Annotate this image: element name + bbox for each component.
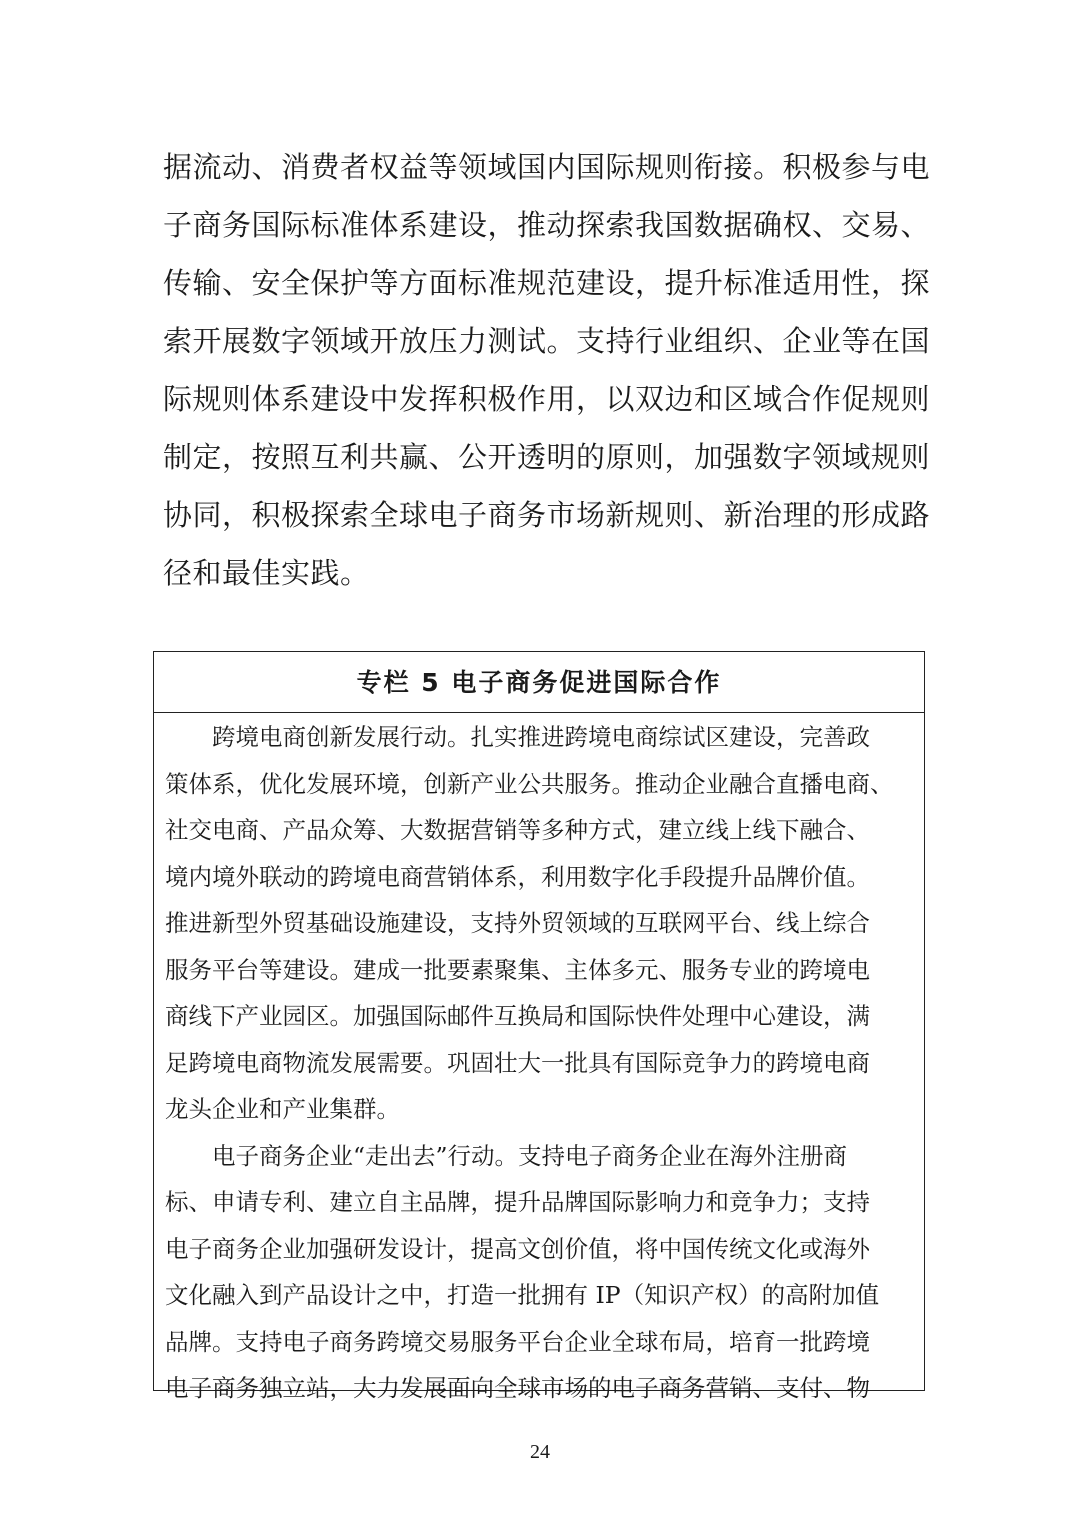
column-line: 电子商务企业加强研发设计，提高文创价值，将中国传统文化或海外 <box>165 1234 870 1263</box>
column-line: 服务平台等建设。建成一批要素聚集、主体多元、服务专业的跨境电 <box>165 955 870 984</box>
column-line: 策体系，优化发展环境，创新产业公共服务。推动企业融合直播电商、 <box>165 769 894 798</box>
column-line: 品牌。支持电子商务跨境交易服务平台企业全球布局，培育一批跨境 <box>165 1327 870 1356</box>
column-line: 跨境电商创新发展行动。扎实推进跨境电商综试区建设，完善政 <box>212 723 870 751</box>
body-line: 际规则体系建设中发挥积极作用，以双边和区域合作促规则 <box>163 382 931 416</box>
column-line: 足跨境电商物流发展需要。巩固壮大一批具有国际竞争力的跨境电商 <box>165 1048 870 1077</box>
column-line: 商线下产业园区。加强国际邮件互换局和国际快件处理中心建设，满 <box>165 1002 870 1030</box>
column-line: 标、申请专利、建立自主品牌，提升品牌国际影响力和竞争力；支持 <box>165 1188 870 1216</box>
column-line: 社交电商、产品众筹、大数据营销等多种方式，建立线上线下融合、 <box>165 816 870 844</box>
body-line: 径和最佳实践。 <box>163 556 370 590</box>
body-line: 据流动、消费者权益等领域国内国际规则衔接。积极参与电 <box>163 150 931 184</box>
body-line: 制定，按照互利共赢、公开透明的原则，加强数字领域规则 <box>163 440 931 474</box>
column-title: 专栏 5 电子商务促进国际合作 <box>154 652 924 713</box>
column-line: 境内境外联动的跨境电商营销体系，利用数字化手段提升品牌价值。 <box>165 862 870 891</box>
body-line: 传输、安全保护等方面标准规范建设，提升标准适用性，探 <box>163 266 931 300</box>
body-line: 索开展数字领域开放压力测试。支持行业组织、企业等在国 <box>163 324 931 358</box>
column-line: 电子商务企业“走出去”行动。支持电子商务企业在海外注册商 <box>212 1141 848 1170</box>
body-paragraph <box>163 138 931 602</box>
body-line: 子商务国际标准体系建设，推动探索我国数据确权、交易、 <box>163 208 931 242</box>
page-number: 24 <box>530 1441 550 1463</box>
column-box <box>153 651 925 1402</box>
column-line: 文化融入到产品设计之中，打造一批拥有 IP（知识产权）的高附加值 <box>165 1281 880 1309</box>
column-content <box>154 714 924 1412</box>
body-line: 协同，积极探索全球电子商务市场新规则、新治理的形成路 <box>163 498 931 532</box>
column-line: 龙头企业和产业集群。 <box>165 1095 400 1123</box>
column-line: 电子商务独立站，大力发展面向全球市场的电子商务营销、支付、物 <box>165 1374 870 1402</box>
column-line: 推进新型外贸基础设施建设，支持外贸领域的互联网平台、线上综合 <box>165 909 870 937</box>
